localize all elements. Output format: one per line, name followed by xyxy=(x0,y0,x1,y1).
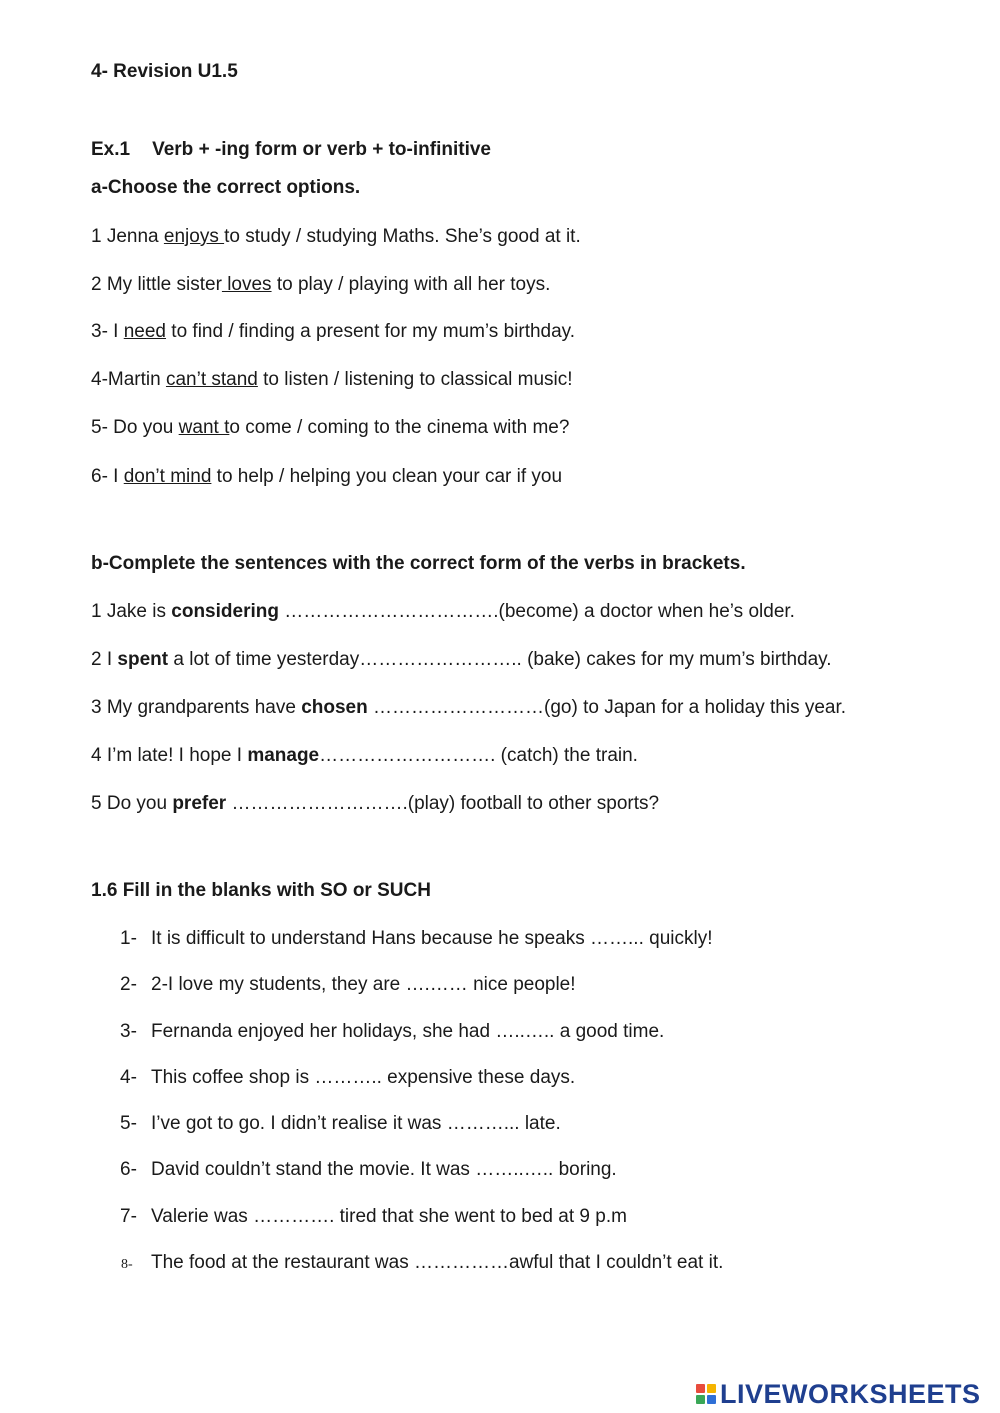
item-options[interactable]: to help / helping you clean your car if you xyxy=(211,466,563,487)
part-a-item[interactable] xyxy=(91,416,569,440)
list-number: 8- xyxy=(121,1257,133,1272)
logo-square-green xyxy=(696,1395,705,1404)
item-prefix: 3- I xyxy=(91,321,124,342)
item-options[interactable]: o come / coming to the cinema with me? xyxy=(229,417,570,438)
part-a-item[interactable] xyxy=(91,320,575,344)
item-prefix: 2 I xyxy=(91,649,118,670)
list-number: 6- xyxy=(120,1159,137,1180)
item-prefix: 3 My grandparents have xyxy=(91,697,302,718)
item-verb: spent xyxy=(117,649,169,670)
item-options[interactable]: to listen / listening to classical music! xyxy=(257,369,573,390)
item-verb: want t xyxy=(178,417,230,438)
item-verb: enjoys xyxy=(163,226,225,247)
part-b-item[interactable] xyxy=(91,696,846,720)
exercise-number: Ex.1 xyxy=(91,139,131,160)
item-verb: can’t stand xyxy=(165,369,258,390)
section-16-title: 1.6 Fill in the blanks with SO or SUCH xyxy=(91,880,431,901)
part-a-item[interactable] xyxy=(91,273,550,297)
part-b-item[interactable] xyxy=(91,744,638,768)
item-blank[interactable]: ………………………. (catch) the train. xyxy=(319,745,638,766)
logo-square-yellow xyxy=(707,1384,716,1393)
item-verb: chosen xyxy=(301,697,368,718)
item-blank[interactable]: …………………………….(become) a doctor when he’s older. xyxy=(278,601,795,622)
item-blank[interactable]: ………………………(go) to Japan for a holiday this year. xyxy=(367,697,847,718)
page-title: 4- Revision U1.5 xyxy=(91,61,238,82)
item-prefix: 1 Jake is xyxy=(91,601,172,622)
item-prefix: 5- Do you xyxy=(91,417,179,438)
logo-mark-icon xyxy=(696,1384,716,1404)
list-text[interactable]: The food at the restaurant was ……………awful that I couldn’t eat it. xyxy=(151,1252,724,1273)
list-text[interactable]: 2-I love my students, they are ….…… nice people! xyxy=(151,974,576,995)
part-a-item[interactable] xyxy=(91,465,562,489)
item-prefix: 5 Do you xyxy=(91,793,173,814)
list-number: 1- xyxy=(120,928,137,949)
item-prefix: 4-Martin xyxy=(91,369,166,390)
list-text[interactable]: David couldn’t stand the movie. It was ……..….. boring. xyxy=(151,1159,617,1180)
item-options[interactable]: to play / playing with all her toys. xyxy=(271,274,551,295)
part-b-item[interactable] xyxy=(91,792,659,816)
list-number: 7- xyxy=(120,1206,137,1227)
liveworksheets-logo[interactable] xyxy=(696,1379,981,1409)
list-number: 5- xyxy=(120,1113,137,1134)
item-blank[interactable]: ……………………….(play) football to other sports? xyxy=(226,793,660,814)
item-options[interactable]: to study / studying Maths. She’s good at it. xyxy=(224,226,581,247)
item-prefix: 2 My little sister xyxy=(91,274,222,295)
part-a-item[interactable] xyxy=(91,368,573,392)
item-prefix: 4 I’m late! I hope I xyxy=(91,745,248,766)
list-text[interactable]: It is difficult to understand Hans because he speaks ……... quickly! xyxy=(151,928,713,949)
item-prefix: 6- I xyxy=(91,466,124,487)
logo-square-blue xyxy=(707,1395,716,1404)
list-number: 3- xyxy=(120,1021,137,1042)
list-text[interactable]: I’ve got to go. I didn’t realise it was ………... late. xyxy=(151,1113,561,1134)
item-verb: considering xyxy=(171,601,279,622)
part-b-instruction: b-Complete the sentences with the correct form of the verbs in brackets. xyxy=(91,553,746,574)
logo-text: LIVEWORKSHEETS xyxy=(720,1378,981,1409)
exercise-heading xyxy=(91,138,491,162)
logo-square-red xyxy=(696,1384,705,1393)
item-verb: loves xyxy=(221,274,272,295)
item-verb: prefer xyxy=(172,793,227,814)
list-number: 2- xyxy=(120,974,137,995)
list-text[interactable]: This coffee shop is ……….. expensive these days. xyxy=(151,1067,576,1088)
exercise-title: Verb + -ing form or verb + to-infinitive xyxy=(152,139,491,160)
list-text[interactable]: Valerie was …………. tired that she went to bed at 9 p.m xyxy=(151,1206,627,1227)
item-blank[interactable]: a lot of time yesterday…………………….. (bake) cakes for my mum’s birthday. xyxy=(168,649,832,670)
item-prefix: 1 Jenna xyxy=(91,226,164,247)
item-verb: need xyxy=(123,321,167,342)
item-options[interactable]: to find / finding a present for my mum’s birthday. xyxy=(166,321,576,342)
list-number: 4- xyxy=(120,1067,137,1088)
part-b-item[interactable] xyxy=(91,648,832,672)
part-a-instruction: a-Choose the correct options. xyxy=(91,177,361,198)
part-b-item[interactable] xyxy=(91,600,795,624)
part-a-item[interactable] xyxy=(91,225,581,249)
list-text[interactable]: Fernanda enjoyed her holidays, she had …..….. a good time. xyxy=(151,1021,665,1042)
item-verb: don’t mind xyxy=(123,466,212,487)
item-verb: manage xyxy=(247,745,320,766)
